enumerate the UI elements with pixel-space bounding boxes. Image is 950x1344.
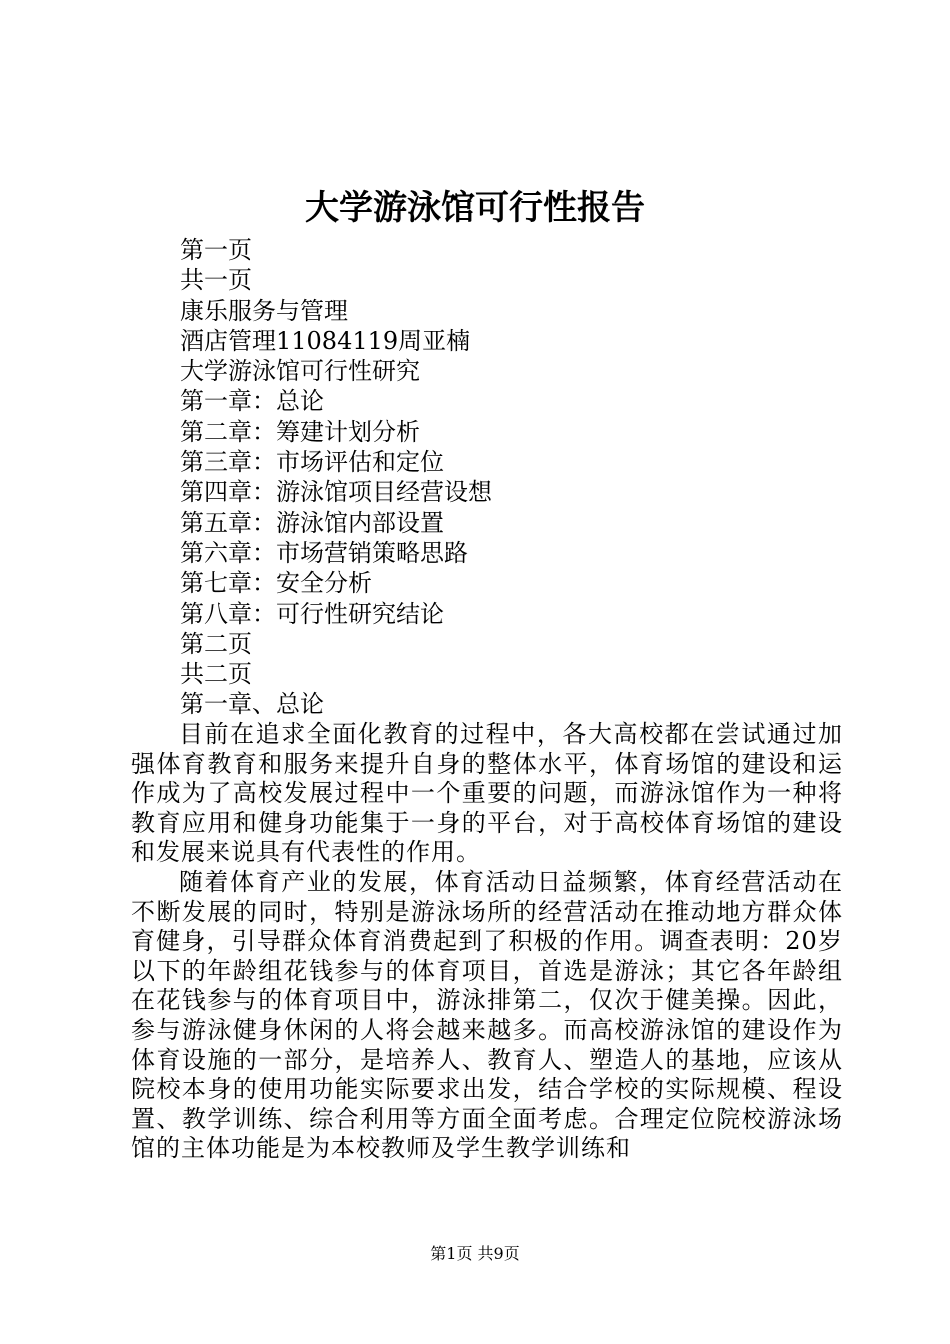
outline-line: 第五章：游泳馆内部设置 — [180, 508, 444, 537]
page-footer: 第1页 共9页 — [430, 1244, 520, 1263]
paragraph: 目前在追求全面化教育的过程中，各大高校都在尝试通过加强体育教育和服务来提升自身的整体水平，体育场馆的建设和运作成为了高校发展过程中一个重要的问题，而游泳馆作为一种将教育应用和健身功能集于一身的平台，对于高校体育场馆的建设和发展来说具有代表性的作用。 — [131, 720, 843, 867]
outline-list — [180, 235, 880, 720]
outline-line: 大学游泳馆可行性研究 — [180, 357, 420, 386]
outline-line: 第六章：市场营销策略思路 — [180, 538, 468, 567]
outline-line: 第八章：可行性研究结论 — [180, 599, 444, 628]
body-text — [131, 720, 843, 1164]
paragraph: 随着体育产业的发展，体育活动日益频繁，体育经营活动在不断发展的同时，特别是游泳场所的经营活动在推动地方群众体育健身，引导群众体育消费起到了积极的作用。调查表明：20岁以下的年龄组花钱参与的体育项目，首选是游泳；其它各年龄组在花钱参与的体育项目中，游泳排第二，仅次于健美操。因此，参与游泳健身休闲的人将会越来越多。而高校游泳馆的建设作为体育设施的一部分，是培养人、教育人、塑造人的基地，应该从院校本身的使用功能实际要求出发，结合学校的实际规模、程设置、教学训练、综合利用等方面全面考虑。合理定位院校游泳场馆的主体功能是为本校教师及学生教学训练和 — [131, 867, 843, 1163]
outline-line: 第一章、总论 — [180, 690, 324, 719]
outline-line: 第七章：安全分析 — [180, 569, 372, 598]
outline-line: 第一页 — [180, 236, 252, 264]
outline-line: 共一页 — [180, 266, 252, 295]
outline-line: 酒店管理11084119周亚楠 — [180, 326, 471, 355]
outline-line: 共二页 — [180, 660, 252, 689]
outline-line: 第二页 — [180, 629, 252, 658]
outline-line: 第三章：市场评估和定位 — [180, 448, 444, 477]
outline-line: 第四章：游泳馆项目经营设想 — [180, 478, 492, 507]
outline-line: 康乐服务与管理 — [180, 296, 348, 325]
outline-line: 第二章：筹建计划分析 — [180, 417, 420, 446]
document-title: 大学游泳馆可行性报告 — [305, 188, 645, 228]
outline-line: 第一章：总论 — [180, 387, 324, 416]
